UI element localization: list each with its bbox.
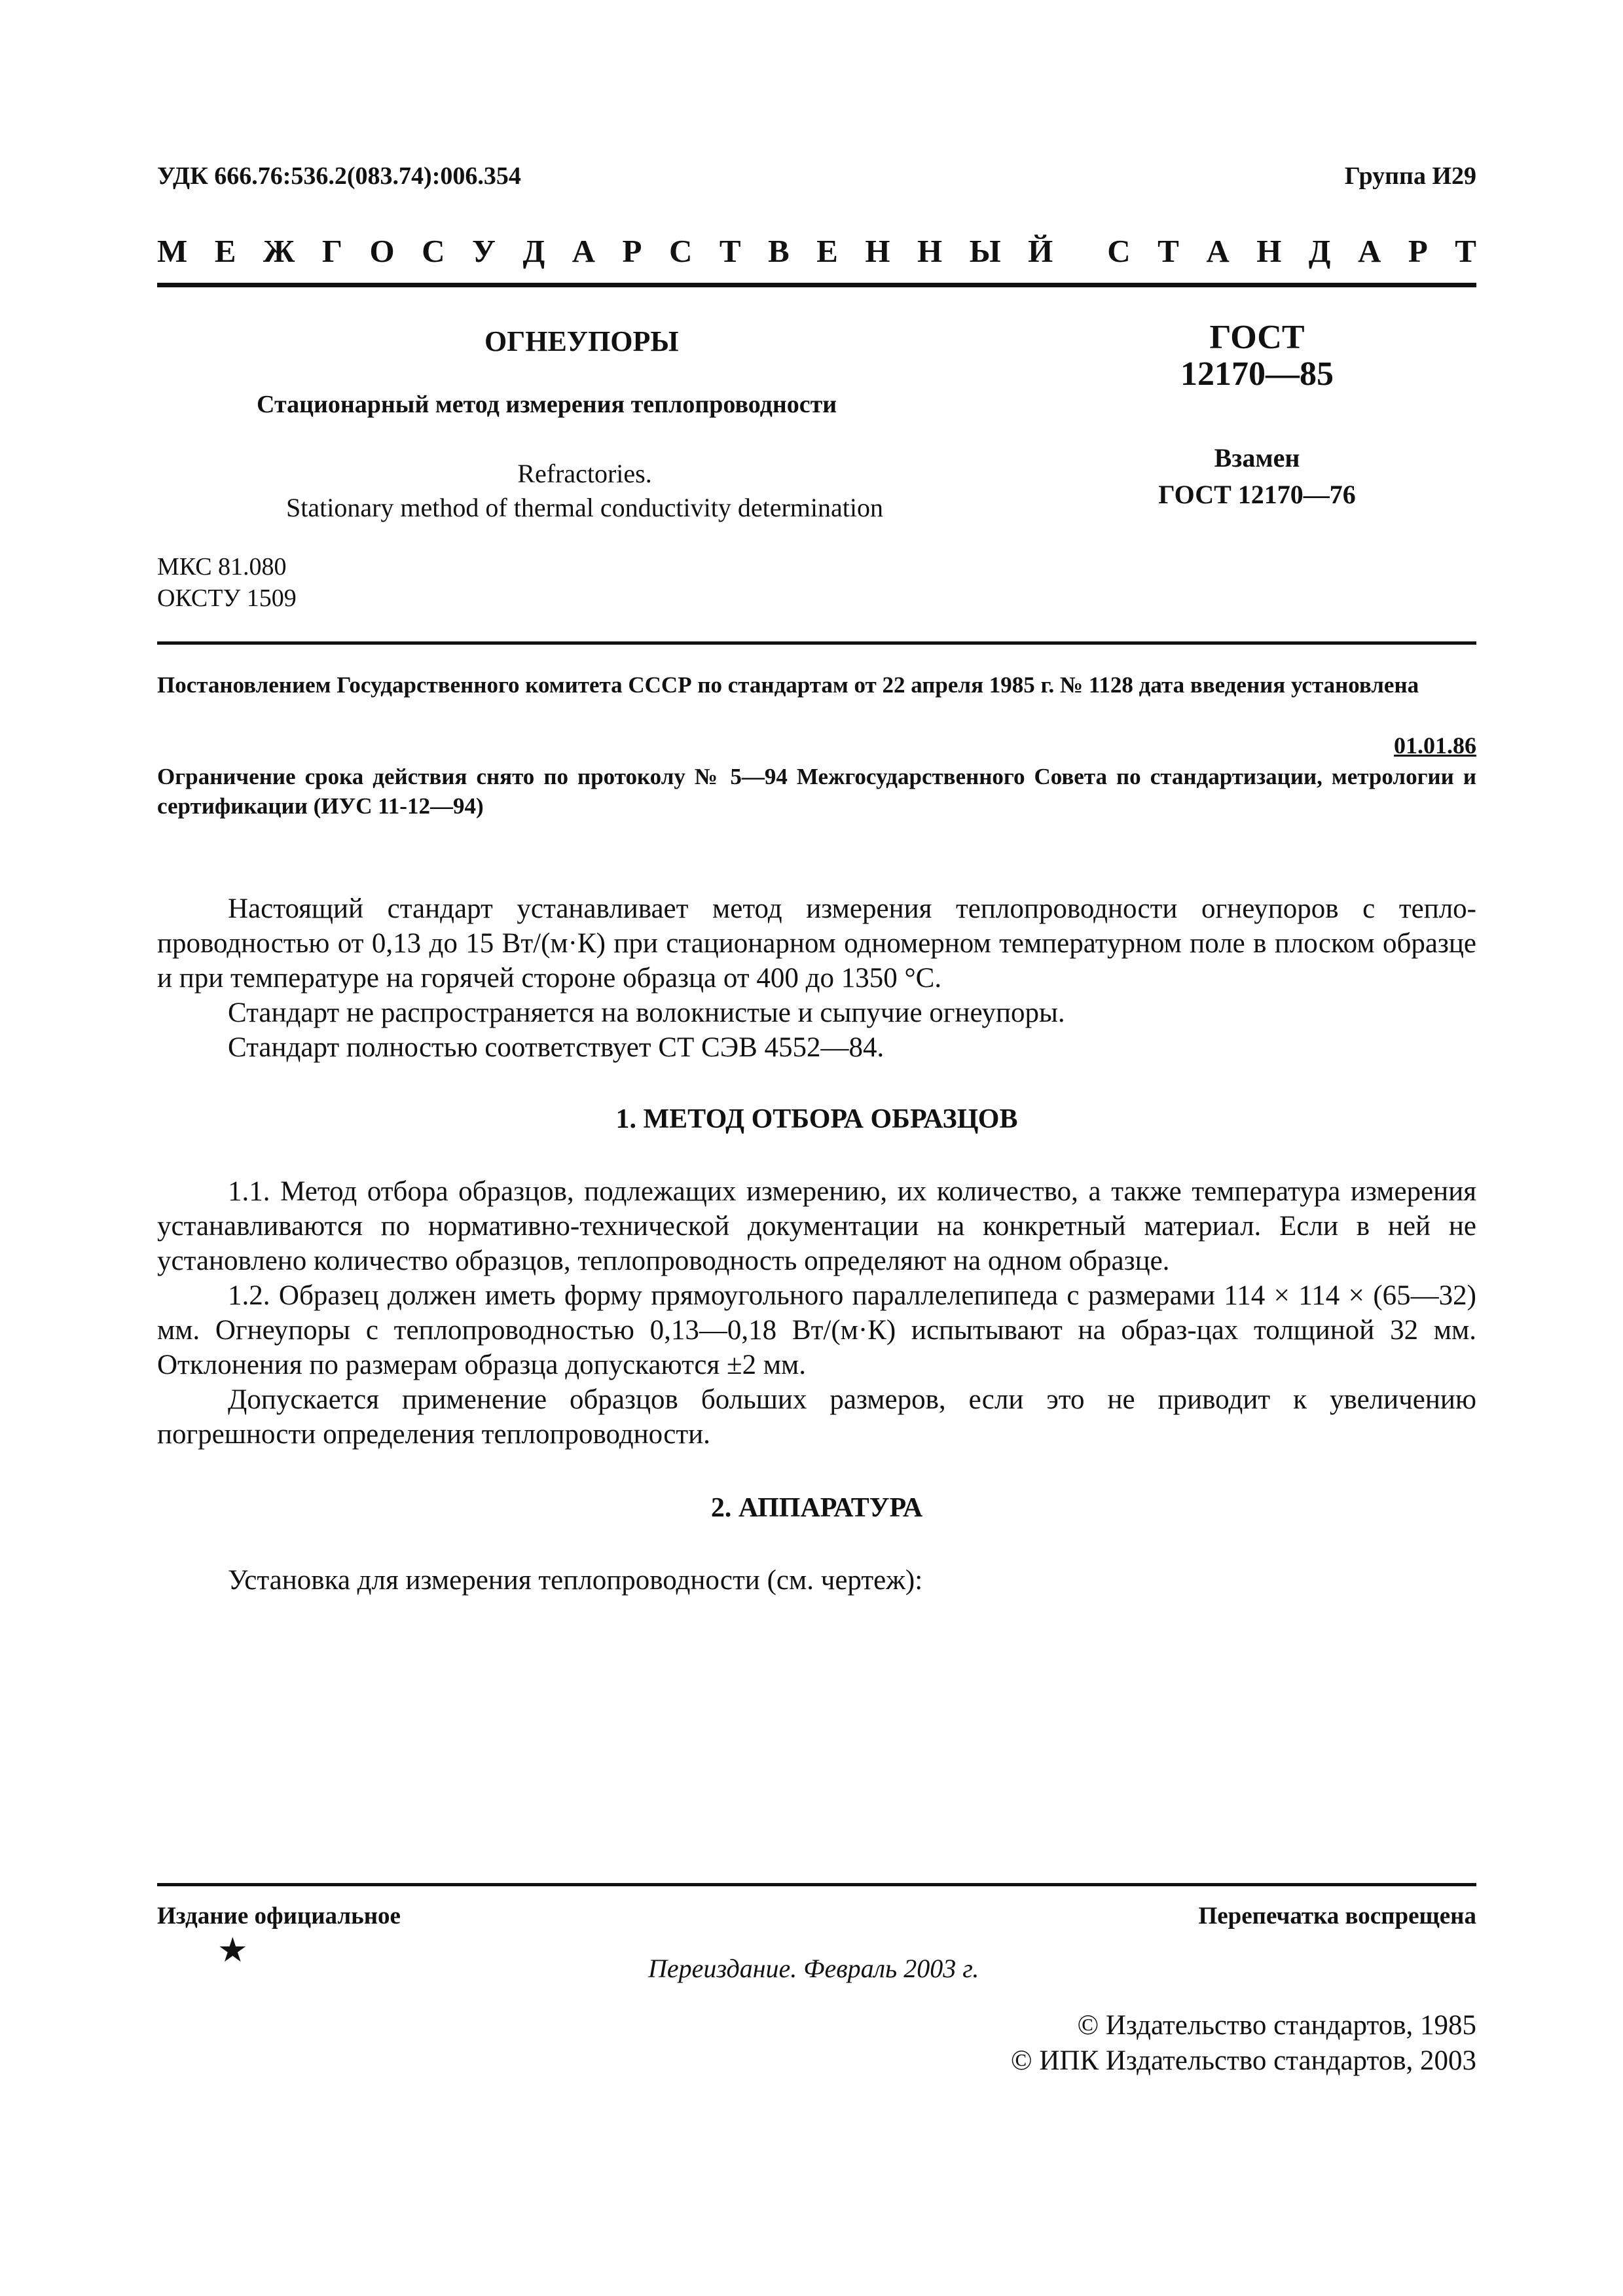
banner-letter: Е [816, 233, 838, 269]
section-1-body [157, 1174, 1476, 1452]
banner-letter: Н [1256, 233, 1282, 269]
banner-letter: М [157, 233, 188, 269]
mks-code: МКС 81.080 [157, 553, 287, 581]
standard-title: ОГНЕУПОРЫ [484, 325, 679, 357]
gost-label: ГОСТ [1209, 319, 1305, 356]
english-title [192, 457, 977, 525]
udk-code: УДК 666.76:536.2(083.74):006.354 [157, 162, 521, 190]
okstu-code: ОКСТУ 1509 [157, 584, 297, 612]
english-title-line1: Refractories. [517, 459, 652, 488]
banner-letter: Й [1028, 233, 1053, 269]
banner-rule [157, 283, 1476, 287]
banner-letter: Д [522, 233, 545, 269]
section-1-paragraph: 1.1. Метод отбора образцов, подлежащих измерению, их количество, а также температура измерения устанавливаются по нормативно-технической документации на конкретный материал. Если в ней не установлено количество образцов, теплопроводность определяют на одном образце. [157, 1176, 1476, 1276]
copyright-line: © ИПК Издательство стандартов, 2003 [1010, 2045, 1476, 2076]
reissue-note: Переиздание. Февраль 2003 г. [648, 1954, 979, 1983]
english-title-line2: Stationary method of thermal conductivity determination [286, 493, 883, 522]
banner-letter: А [1206, 233, 1230, 269]
banner-letter: Н [917, 233, 943, 269]
section-2-body [157, 1563, 1476, 1598]
banner-letter: С [422, 233, 445, 269]
copyright-line: © Издательство стандартов, 1985 [1077, 2010, 1476, 2041]
banner-letter: Г [321, 233, 343, 269]
banner-letter: С [1107, 233, 1131, 269]
banner-letter: А [572, 233, 596, 269]
limitation-text: Ограничение срока действия снято по протоколу № 5—94 Межгосударственного Совета по стандартизации, метрологии и сертификации (ИУС 11-12—94) [157, 764, 1476, 819]
standard-banner [157, 232, 1476, 270]
group-code: Группа И29 [1344, 162, 1476, 190]
section-1-heading: 1. МЕТОД ОТБОРА ОБРАЗЦОВ [615, 1104, 1018, 1134]
banner-letter: Р [622, 233, 642, 269]
gost-designation [1093, 319, 1421, 393]
banner-letter: О [369, 233, 395, 269]
banner-letter: Т [719, 233, 741, 269]
section-1-paragraph: Допускается применение образцов больших размеров, если это не приводит к увеличению погрешности определения теплопроводности. [157, 1384, 1476, 1450]
section-2-heading: 2. АППАРАТУРА [710, 1493, 923, 1523]
official-edition: Издание официальное [157, 1903, 401, 1929]
header-rule [157, 641, 1476, 645]
copyright-block [1011, 2008, 1476, 2079]
replaces-block [1093, 440, 1421, 513]
banner-letter: Р [1408, 233, 1428, 269]
intro-section [157, 891, 1476, 1065]
introduction-date: 01.01.86 [1394, 732, 1476, 759]
section-2-paragraph: Установка для измерения теплопроводности (см. чертеж): [228, 1565, 923, 1596]
decree-text: Постановлением Государственного комитета СССР по стандартам от 22 апреля 1985 г. № 1128 дата введения установлена [157, 672, 1419, 698]
banner-letter: Т [1455, 233, 1476, 269]
intro-paragraph: Стандарт не распространяется на волокнистые и сыпучие огнеупоры. [228, 997, 1065, 1028]
banner-letter: А [1358, 233, 1381, 269]
banner-letter: Н [865, 233, 890, 269]
banner-letter: Ж [263, 233, 295, 269]
banner-letter: Т [1158, 233, 1179, 269]
intro-paragraph: Настоящий стандарт устанавливает метод измерения теплопроводности огнеупоров с тепло-проводностью от 0,13 до 15 Вт/(м·К) при стационарном одномерном температурном поле в плоском образце и при температуре на горячей стороне образца от 400 до 1350 °С. [157, 893, 1476, 994]
star-icon: ★ [217, 1932, 248, 1969]
banner-letter: У [472, 233, 496, 269]
replaces-value: ГОСТ 12170—76 [1158, 480, 1356, 509]
standard-subtitle: Стационарный метод измерения теплопроводности [257, 391, 837, 418]
section-1-paragraph: 1.2. Образец должен иметь форму прямоугольного параллелепипеда с размерами 114 × 114 × (65—32) мм. Огнеупоры с теплопроводностью 0,13—0,18 Вт/(м·К) испытывают на образ-цах толщиной 32 мм. Отклонения по размерам образца допускаются ±2 мм. [157, 1280, 1476, 1380]
banner-letter: Ы [969, 233, 1001, 269]
intro-paragraph: Стандарт полностью соответствует СТ СЭВ 4552—84. [228, 1032, 884, 1063]
banner-letter: С [668, 233, 693, 269]
banner-letter: Е [214, 233, 236, 269]
replaces-label: Взамен [1214, 443, 1300, 473]
banner-letter: В [768, 233, 790, 269]
banner-letter: Д [1308, 233, 1331, 269]
footer-rule [157, 1883, 1476, 1886]
classification-codes [157, 551, 297, 614]
no-reprint-notice: Перепечатка воспрещена [1198, 1903, 1476, 1929]
gost-number: 12170—85 [1180, 355, 1334, 393]
